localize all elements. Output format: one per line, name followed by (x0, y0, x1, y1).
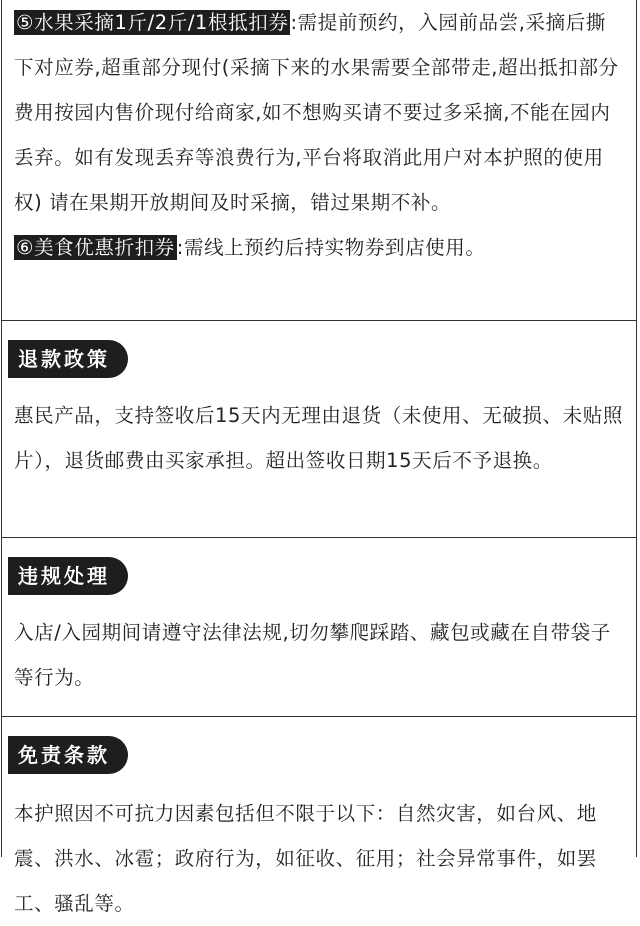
violation-text: 入店/入园期间请遵守法律法规,切勿攀爬踩踏、藏包或藏在自带袋子等行为。 (14, 621, 611, 689)
disclaimer-section (1, 717, 637, 915)
food-coupon-label: ⑥美食优惠折扣券 (16, 236, 175, 259)
refund-heading-row (2, 321, 636, 397)
fruit-coupon-label: ⑤水果采摘1斤/2斤/1根抵扣券 (16, 11, 289, 34)
violation-heading: 违规处理 (8, 557, 128, 595)
food-coupon-text: :需线上预约后持实物券到店使用。 (176, 236, 486, 259)
violation-section (1, 538, 637, 717)
fruit-coupon-text: :需提前预约，入园前品尝,采摘后撕下对应券,超重部分现付(采摘下来的水果需要全部带走,超出抵扣部分费用按园内售价现付给商家,如不想购买请不要过多采摘,不能在园内丢弃。如有发现丢弃等浪费行为,平台将取消此用户对本护照的使用权) 请在果期开放期间及时采摘，错过果期不补。 (14, 11, 619, 214)
refund-text: 惠民产品，支持签收后15天内无理由退货（未使用、无破损、未贴照片），退货邮费由买家承担。超出签收日期15天后不予退换。 (14, 404, 623, 472)
disclaimer-heading: 免责条款 (8, 736, 128, 774)
disclaimer-text: 本护照因不可抗力因素包括但不限于以下：自然灾害，如台风、地震、洪水、冰雹；政府行为，如征收、征用；社会异常事件，如罢工、骚乱等。 (14, 802, 597, 915)
disclaimer-heading-row (2, 717, 636, 793)
food-coupon-paragraph (2, 225, 636, 270)
refund-section (1, 321, 637, 538)
violation-heading-row (2, 538, 636, 614)
coupon-rules-section (1, 0, 637, 321)
refund-heading: 退款政策 (8, 340, 128, 378)
fruit-coupon-paragraph (2, 0, 636, 225)
